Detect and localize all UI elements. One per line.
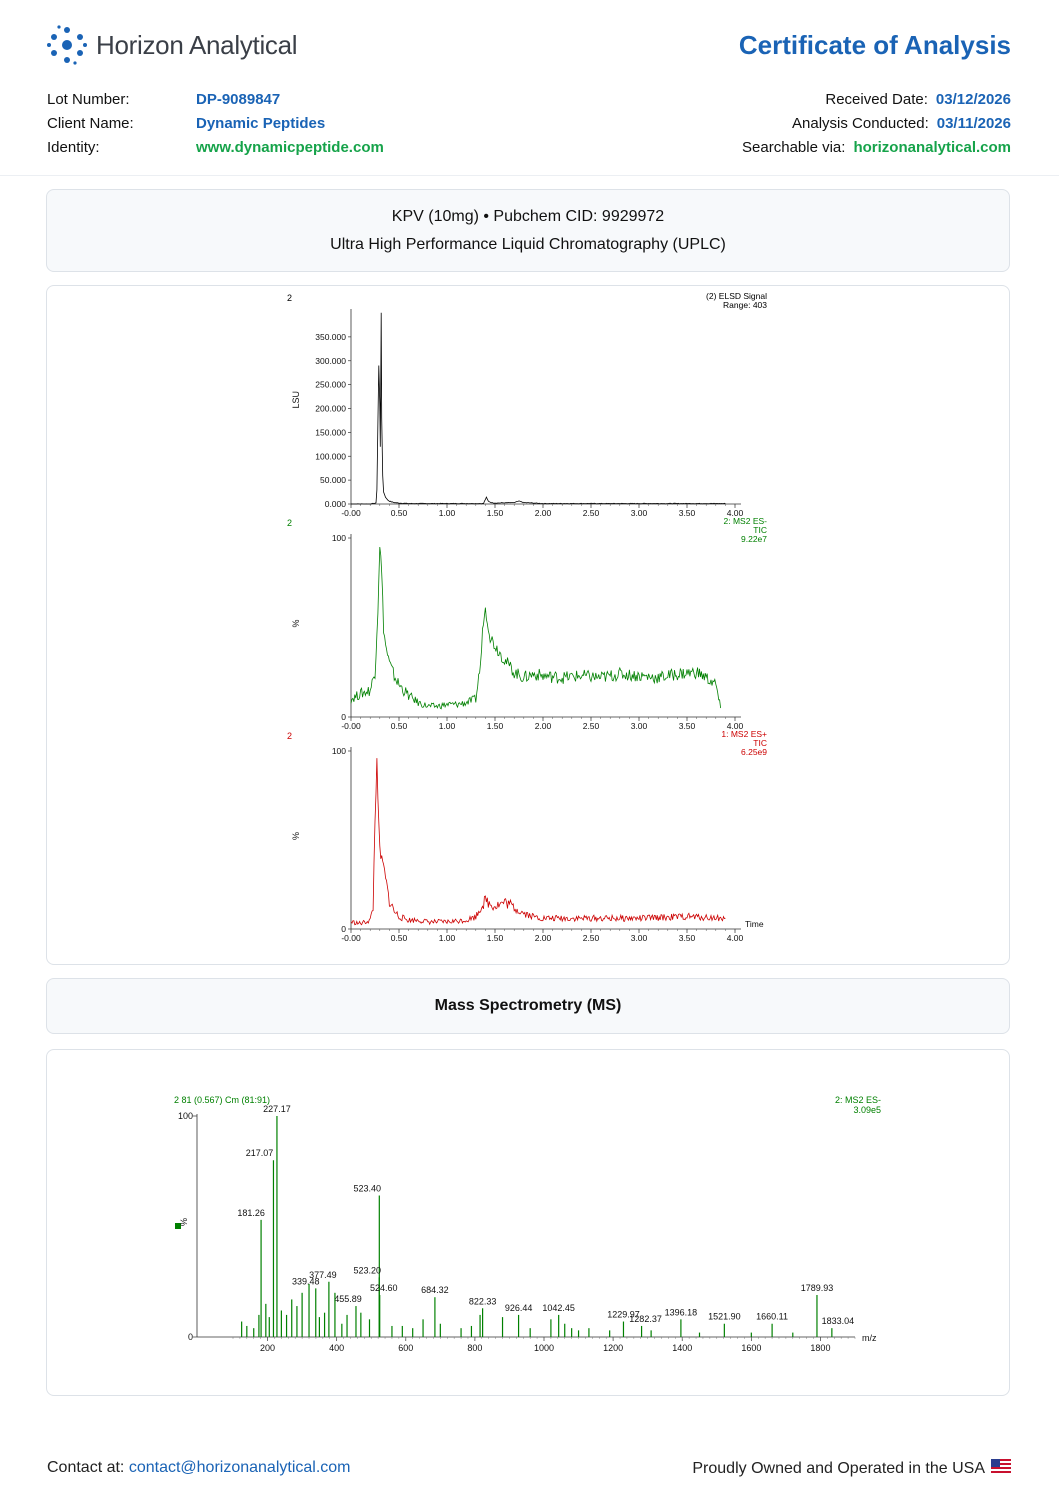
received-date-value: 03/12/2026 (935, 91, 1011, 108)
us-flag-icon (991, 1459, 1011, 1479)
y-tick-label: 0 (341, 712, 346, 722)
lot-number-value: DP-9089847 (196, 91, 281, 108)
legend-text: TIC (753, 525, 767, 535)
x-tick-label: 4.00 (726, 508, 744, 518)
x-tick-label: 3.00 (630, 933, 648, 943)
ms-x-tick-label: 1200 (603, 1343, 624, 1353)
x-tick-label: 3.00 (630, 508, 648, 518)
x-tick-label: 2.00 (534, 933, 552, 943)
company-name: Horizon Analytical (96, 29, 298, 60)
x-tick-label: 1.00 (438, 933, 456, 943)
identity-link[interactable]: www.dynamicpeptide.com (196, 139, 384, 156)
ms-legend-text: 3.09e5 (853, 1105, 881, 1115)
footer-contact (47, 1459, 351, 1477)
ms-plot (174, 1095, 881, 1353)
ms-peak-label: 1789.93 (800, 1283, 834, 1294)
ms-peak-label: 227.17 (263, 1104, 291, 1114)
molecule-dots-icon (46, 24, 88, 66)
y-axis-label: % (291, 831, 301, 840)
x-tick-label: 0.50 (390, 933, 408, 943)
x-tick-label: -0.00 (341, 508, 361, 518)
y-tick-label: 350.000 (315, 331, 346, 342)
x-tick-label: 3.50 (678, 933, 696, 943)
panel-number: 2 (287, 293, 293, 303)
ms-peak-label: 926.44 (504, 1302, 533, 1313)
uplc-title-panel (46, 189, 1010, 272)
y-axis-label: % (291, 619, 301, 628)
ms-peak-label: 523.40 (353, 1183, 382, 1194)
ms-peak-label: 377.49 (309, 1269, 337, 1280)
ms-x-tick-label: 1800 (810, 1343, 831, 1353)
y-tick-label: 100.000 (315, 451, 346, 462)
made-in-text: Proudly Owned and Operated in the USA (692, 1460, 985, 1477)
x-tick-label: -0.00 (341, 933, 361, 943)
ms-y-axis-label: % (179, 1217, 189, 1226)
analysis-conducted-label: Analysis Conducted: (792, 115, 929, 132)
uplc-chart-panel (46, 285, 1010, 965)
ms-peak-label: 1396.18 (664, 1307, 698, 1318)
ms-peak-label: 1042.45 (542, 1302, 575, 1313)
x-tick-label: -0.00 (341, 721, 361, 731)
mass-spectrum (47, 1050, 1009, 1395)
y-tick-label: 200.000 (315, 403, 346, 414)
contact-email-link[interactable]: contact@horizonanalytical.com (128, 1459, 351, 1476)
searchable-link[interactable]: horizonanalytical.com (853, 139, 1011, 156)
ms-x-tick-label: 400 (329, 1343, 345, 1353)
ms-peak-label: 455.89 (334, 1294, 362, 1305)
y-axis-label: LSU (291, 390, 301, 409)
client-name-label: Client Name: (47, 115, 134, 132)
ms-peak-label: 1229.97 (607, 1309, 640, 1320)
ms-peak-label: 684.32 (421, 1285, 449, 1296)
x-tick-label: 1.50 (486, 933, 504, 943)
ms-peak-label: 181.26 (237, 1207, 265, 1218)
ms-y-tick-label: 100 (177, 1111, 193, 1121)
ms-title-panel (46, 978, 1010, 1034)
x-tick-label: 2.00 (534, 721, 552, 731)
spectrum-label: 2 81 (0.567) Cm (81:91) (174, 1095, 271, 1105)
ms-y-tick-label: 0 (187, 1332, 193, 1342)
document-title: Certificate of Analysis (738, 30, 1011, 60)
x-tick-label: 1.00 (438, 721, 456, 731)
compound-title: KPV (10mg) • Pubchem CID: 9929972 (391, 208, 665, 225)
ms-x-tick-label: 200 (260, 1343, 276, 1353)
y-tick-label: 0.000 (324, 499, 346, 509)
y-tick-label: 150.000 (315, 427, 346, 438)
x-tick-label: 2.00 (534, 508, 552, 518)
client-name-value: Dynamic Peptides (196, 115, 326, 132)
ms-peak-label: 1282.37 (629, 1313, 662, 1324)
x-tick-label: 3.50 (678, 721, 696, 731)
ms-peak-label: 1521.90 (708, 1311, 741, 1322)
received-date-label: Received Date: (825, 91, 928, 108)
y-tick-label: 50.000 (320, 475, 346, 486)
analysis-conducted-value: 03/11/2026 (936, 115, 1011, 132)
legend-text: 1: MS2 ES+ (721, 729, 767, 739)
legend-text: (2) ELSD Signal (706, 291, 767, 301)
uplc-chromatogram (47, 286, 1009, 964)
searchable-label: Searchable via: (742, 139, 846, 156)
ms-x-tick-label: 600 (398, 1343, 414, 1353)
ms-title: Mass Spectrometry (MS) (434, 997, 622, 1014)
ms-peak-label: 524.60 (369, 1283, 398, 1294)
x-tick-label: 3.00 (630, 721, 648, 731)
ms-peak-label: 217.07 (245, 1148, 274, 1159)
x-tick-label: 2.50 (582, 933, 600, 943)
ms-legend-text: 2: MS2 ES- (834, 1095, 881, 1105)
x-tick-label: 1.50 (486, 508, 504, 518)
x-tick-label: 4.00 (726, 721, 744, 731)
legend-text: TIC (753, 738, 767, 748)
meta-left (47, 88, 384, 160)
company-logo (46, 24, 297, 66)
x-tick-label: 1.00 (438, 508, 456, 518)
identity-label: Identity: (47, 139, 100, 156)
x-tick-label: 0.50 (390, 721, 408, 731)
y-tick-label: 0 (341, 924, 346, 934)
y-tick-label: 250.000 (315, 379, 346, 390)
ms-x-tick-label: 1400 (672, 1343, 693, 1353)
ms-peak-label: 339.48 (291, 1276, 320, 1287)
ms-chart-panel (46, 1049, 1010, 1396)
lot-number-label: Lot Number: (47, 91, 130, 108)
legend-text: 9.22e7 (741, 534, 767, 544)
ms-x-tick-label: 800 (467, 1343, 483, 1353)
ms-peak-label: 1833.04 (821, 1316, 855, 1327)
x-tick-label: 2.50 (582, 508, 600, 518)
legend-text: Range: 403 (723, 300, 767, 310)
x-tick-label: 4.00 (726, 933, 744, 943)
contact-label: Contact at: (47, 1459, 125, 1476)
ms-x-tick-label: 1000 (533, 1343, 555, 1353)
y-tick-label: 100 (331, 533, 346, 543)
ms-peak-label: 1660.11 (756, 1311, 789, 1322)
x-axis-label: Time (745, 919, 764, 929)
footer-origin (692, 1459, 1011, 1479)
panel-number: 2 (287, 731, 293, 741)
method-title: Ultra High Performance Liquid Chromatography (UPLC) (330, 236, 726, 253)
meta-right (742, 88, 1011, 160)
header-divider (0, 175, 1059, 176)
legend-text: 6.25e9 (741, 747, 767, 757)
x-tick-label: 3.50 (678, 508, 696, 518)
y-tick-label: 300.000 (315, 355, 346, 366)
x-tick-label: 1.50 (486, 721, 504, 731)
legend-text: 2: MS2 ES- (723, 516, 767, 526)
ms-peak-label: 523.20 (353, 1265, 382, 1276)
ms-x-tick-label: 1600 (741, 1343, 762, 1353)
ms-x-axis-label: m/z (862, 1333, 877, 1343)
x-tick-label: 2.50 (582, 721, 600, 731)
panel-number: 2 (287, 518, 293, 528)
y-tick-label: 100 (331, 746, 346, 756)
x-tick-label: 0.50 (390, 508, 408, 518)
ms-peak-label: 822.33 (468, 1296, 497, 1307)
